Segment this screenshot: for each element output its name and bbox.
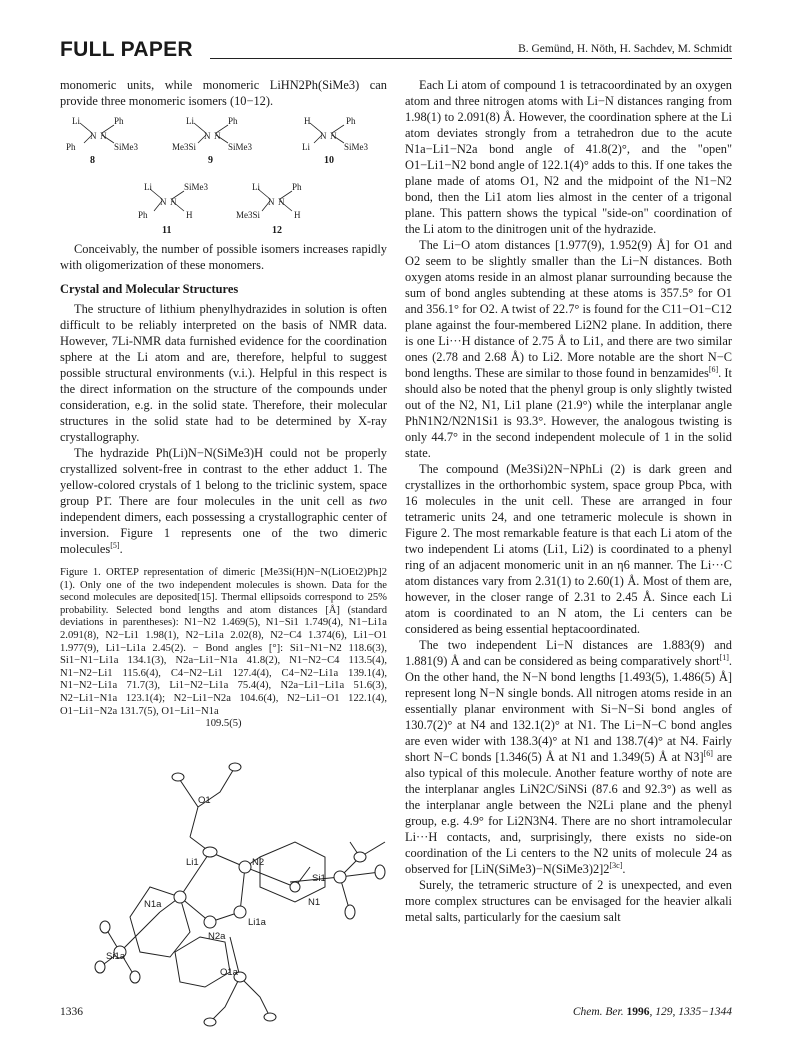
figure-1-caption: Figure 1. ORTEP representation of dimeric [Me3Si(H)N−N(LiOEt2)Ph]2 (1). Only one of the two independent molecules is shown. Data for the second molecules are deposited[15]. Thermal ellipsoids correspond to 25% probability. Selected bond lengths and atom distances [Å] (standard deviations in parentheses): N1−N2 1.469(5), N1−Si1 1.749(4), N1−Li1a 2.091(8), N2−Li1 1.98(1), N2−Li1a 2.02(8), N2−C4 1.374(6), Li1−O1 1.977(9), Li1−Li1a 2.45(2). − Bond angles [°]: Si1−N1−N2 118.6(3), Si1−N1−Li1a 134.1(3), N2a−Li1−N1a 41.8(2), N1−N2−C4 113.5(4), N1−N2−Li1 115.6(4), C4−N2−Li1 127.4(4), C4−N2−Li1a 139.1(4), N1−N2−Li1a 71.7(3), Li1−N2−Li1a 75.4(4), N2a−Li1−Li1a 51.6(3), N2−Li1−N1a 123.1(4); N2−Li1−N2a 104.6(4), N2−Li1−O1 122.1(4), O1−Li1−N2a 131.7(5), O1−Li1−N1a 109.5(5) — [60, 567, 387, 730]
right-column — [405, 77, 732, 925]
paragraph-li-o: The Li−O atom distances [1.977(9), 1.952(9) Å] for O1 and O2 seem to be slightly smaller than the Li−N distances. Both oxygen atoms reside in an almost planar surrounding because the sum of bond angles subtending at these atoms is 357.5° for O1 and 356.1° for O2. A twist of 22.7° is found for the C11−O1−C12 plane against the four-membered Li2N2 plane. In addition, there is one Li···H distance of 2.75 Å to Li1, and there are two similar ones (2.78 and 2.68 Å) to Li2. More notable are the short N−C bond lengths. These are similar to those found in benzamides[6]. It should also be noted that the phenyl group is only slightly twisted out of the N2, N1, Li1 plane (21.9°) while the interplanar angle PhN1N2/N2N1Si1 is 93.3°. However, the analogous twisting is only 44.7° in the second independent molecule of 1 in the solid state. — [405, 238, 732, 460]
left-column — [60, 77, 387, 1037]
structure-9: Li Ph N N Me3Si SiMe3 9 — [172, 116, 253, 166]
header-rule — [210, 58, 732, 59]
isomer-row-1 — [60, 113, 387, 169]
atom-label: O1a — [220, 966, 238, 978]
atom-label: Si1 — [312, 872, 326, 884]
running-header — [60, 38, 732, 62]
paragraph-coordination: Each Li atom of compound 1 is tetracoordinated by an oxygen atom and three nitrogen atoms with Li−N distances ranging from 1.98(1) to 2.091(8) Å. However, the coordination sphere at the Li atom deviates strongly from a tetrahedron due to the acute N1a−Li1−N2a bond angle of 41.8(2)°, and the "open" O1−Li1−N2 bond angle of 122.1(4)° adds to this. If one takes the plane made of atoms O1, N2 and the midpoint of the N1−N2 bond, then the Li1 atom lies almost in the center of a trigonal plane. This pattern shows the typical "side-on" coordination of the Li atom to the dinitrogen unit of the hydrazide. — [405, 78, 732, 236]
structure-10: H Ph N N Li SiMe3 10 — [302, 116, 369, 166]
structure-12: Li Ph N N Me3Si H 12 — [236, 182, 302, 236]
paragraph-tetramer: Surely, the tetrameric structure of 2 is unexpected, and even more complex structures can be envisaged for the heavier alkali metal salts, particularly for the caesium salt — [405, 878, 732, 924]
paragraph-nmr: The structure of lithium phenylhydrazides in solution is often difficult to be reliably interpreted on the basis of NMR data. However, 7Li-NMR data furnished evidence for the coordination sphere at the Li atom and are, therefore, helpful to suggest possible structural environments (v.i.). Helpful in this respect is the direct information on the structure of the compounds under consideration, e.g. in the solid state. Therefore, their molecular structures in the solid state had to be determined by X-ray crystallography. — [60, 302, 387, 444]
paragraph-hydrazide: The hydrazide Ph(Li)N−N(SiMe3)H could not be properly crystallized solvent-free in contrast to the ether adduct 1. The yellow-colored crystals of 1 belong to the triclinic system, space group P1̄. There are four molecules in the unit cell as two independent dimers, each possessing a crystallographic center of inversion. Figure 1 represents one of the two dimeric molecules[5]. — [60, 446, 387, 556]
section-label: FULL PAPER — [60, 38, 193, 61]
header-authors: B. Gemünd, H. Nöth, H. Sachdev, M. Schmidt — [512, 42, 732, 56]
paragraph-oligomerization: Conceivably, the number of possible isomers increases rapidly with oligomerization of these monomers. — [60, 242, 387, 272]
figure-1-ortep — [60, 737, 387, 1037]
atom-label: N2a — [208, 930, 226, 942]
intro-paragraph: monomeric units, while monomeric LiHN2Ph(SiMe3) can provide three monomeric isomers (10−12). — [60, 78, 387, 108]
paragraph-li-n: The two independent Li−N distances are 1.883(9) and 1.881(9) Å and can be considered as being comparatively short[1]. On the other hand, the N−N bond lengths [1.493(5), 1.486(5) Å] represent long N−N single bonds. All nitrogen atoms reside in an essentially planar environment with Si−N−Si bond angles of 130.7(2)° at N4 and 132.1(2)° at N1. The Li−N−C bond angles are even wider with 138.3(4)° at N1 and 138.7(4)° at N4. Fairly short N−C bonds [1.346(5) Å at N1 and 1.349(5) Å at N3][6] are also typical of this molecule. Another feature worthy of note are the interplanar angles LiN2C/SiNSi (87.6 and 92.3°) as well as the interplanar angle between the N2Li plane and the phenyl group, e.g. 4.9° for Li2N3N4. There are no short intramolecular Li···H contacts, and, surprisingly, there exists no side-on coordination of the Li centers to the N2 units of molecule 24 as observed for [LiN(SiMe3)−N(SiMe3)2]2[3c]. — [405, 638, 732, 876]
atom-label: Si1a — [106, 950, 126, 962]
journal-citation: Chem. Ber. 1996, 129, 1335−1344 — [572, 1006, 732, 1018]
atom-label: N1 — [308, 896, 321, 908]
atom-label: O1 — [198, 794, 211, 806]
structure-11: Li SiMe3 N N Ph H 11 — [138, 182, 209, 236]
paragraph-compound-2: The compound (Me3Si)2N−NPhLi (2) is dark green and crystallizes in the orthorhombic system, space group Pbca, with 16 molecules in the unit cell. These are arranged in four tetrameric units 24, and one tetrameric molecule is shown in Figure 2. The most remarkable feature is that each Li atom of the two independent Li atoms (Li1, Li2) is coordinated to a phenyl ring of an adjacent monomeric unit in an η6 manner. The Li···C atom distances vary from 2.31(1) to 2.60(1) Å. Most of them are, however, in the closer range of 2.31 to 2.45 Å. Since each Li atom is coordinated to an N atom, the Li centers can be considered as being essential heptacoordinated. — [405, 462, 732, 636]
structure-8: Li Ph N N Ph SiMe3 8 — [66, 116, 139, 166]
atom-label: N1a — [144, 898, 162, 910]
isomer-row-2 — [60, 179, 387, 241]
page-number: 1336 — [60, 1006, 83, 1018]
atom-label: Li1a — [248, 916, 266, 928]
atom-label: N2 — [252, 856, 265, 868]
section-heading: Crystal and Molecular Structures — [60, 282, 239, 296]
atom-label: Li1 — [186, 856, 199, 868]
